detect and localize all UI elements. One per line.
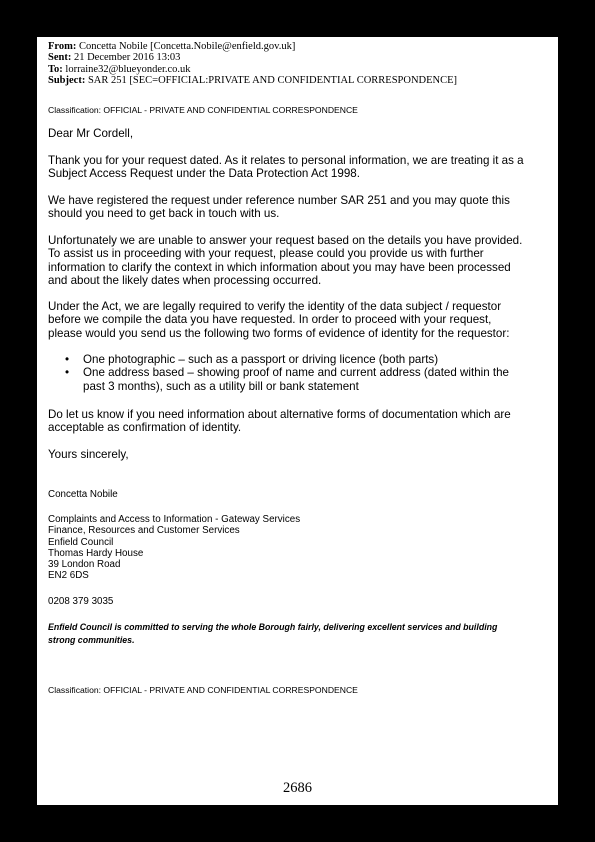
closing: Yours sincerely,	[48, 448, 129, 461]
signature-name: Concetta Nobile	[48, 489, 118, 500]
evidence-list	[48, 353, 509, 393]
subject-line: Subject: SAR 251 [SEC=OFFICIAL:PRIVATE AND CONFIDENTIAL CORRESPONDENCE]	[48, 75, 458, 87]
from-value: Concetta Nobile [Concetta.Nobile@enfield.gov.uk]	[79, 41, 296, 52]
paragraph-3: Unfortunately we are unable to answer your request based on the details you have provided. To assist us in proceeding with your request, please could you provide us with further information to clarify the context in which information about you may have been processed and about the likely dates when processing occurred.	[48, 234, 523, 287]
document-page	[37, 37, 558, 805]
classification-bottom: Classification: OFFICIAL - PRIVATE AND CONFIDENTIAL CORRESPONDENCE	[48, 685, 358, 695]
council-tagline: Enfield Council is committed to serving the whole Borough fairly, delivering excellent services and building strong communities.	[48, 622, 498, 645]
paragraph-1: Thank you for your request dated. As it relates to personal information, we are treating it as a Subject Access Request under the Data Protection Act 1998.	[48, 154, 524, 181]
list-item: • One address based – showing proof of name and current address (dated within the past 3 months), such as a utility bill or bank statement	[48, 366, 509, 393]
from-line: From: Concetta Nobile [Concetta.Nobile@enfield.gov.uk]	[48, 41, 296, 52]
email-header	[48, 41, 457, 87]
list-item: • One photographic – such as a passport or driving licence (both parts)	[48, 353, 509, 366]
sent-value: 21 December 2016 13:03	[73, 52, 181, 64]
sent-line: Sent: 21 December 2016 13:03	[48, 52, 181, 64]
paragraph-4: Under the Act, we are legally required to verify the identity of the data subject / requestor before we compile the data you have requested. In order to proceed with your request, please would you send us the following two forms of evidence of identity for the requestor:	[48, 300, 510, 340]
to-line: To: lorraine32@blueyonder.co.uk	[48, 63, 191, 75]
page-number: 2686	[283, 780, 312, 796]
paragraph-2: We have registered the request under reference number SAR 251 and you may quote this should you need to get back in touch with us.	[48, 194, 510, 221]
paragraph-5: Do let us know if you need information about alternative forms of documentation which are acceptable as confirmation of identity.	[48, 408, 511, 435]
signature-phone: 0208 379 3035	[48, 596, 114, 607]
salutation: Dear Mr Cordell,	[48, 127, 134, 140]
classification-top: Classification: OFFICIAL - PRIVATE AND CONFIDENTIAL CORRESPONDENCE	[48, 105, 358, 115]
subject-value: SAR 251 [SEC=OFFICIAL:PRIVATE AND CONFIDENTIAL CORRESPONDENCE]	[87, 75, 458, 87]
signature-address: Complaints and Access to Information - Gateway Services Finance, Resources and Customer Services Enfield Council Thomas Hardy House 39 London Road EN2 6DS	[48, 514, 301, 582]
to-value: lorraine32@blueyonder.co.uk	[65, 63, 191, 75]
